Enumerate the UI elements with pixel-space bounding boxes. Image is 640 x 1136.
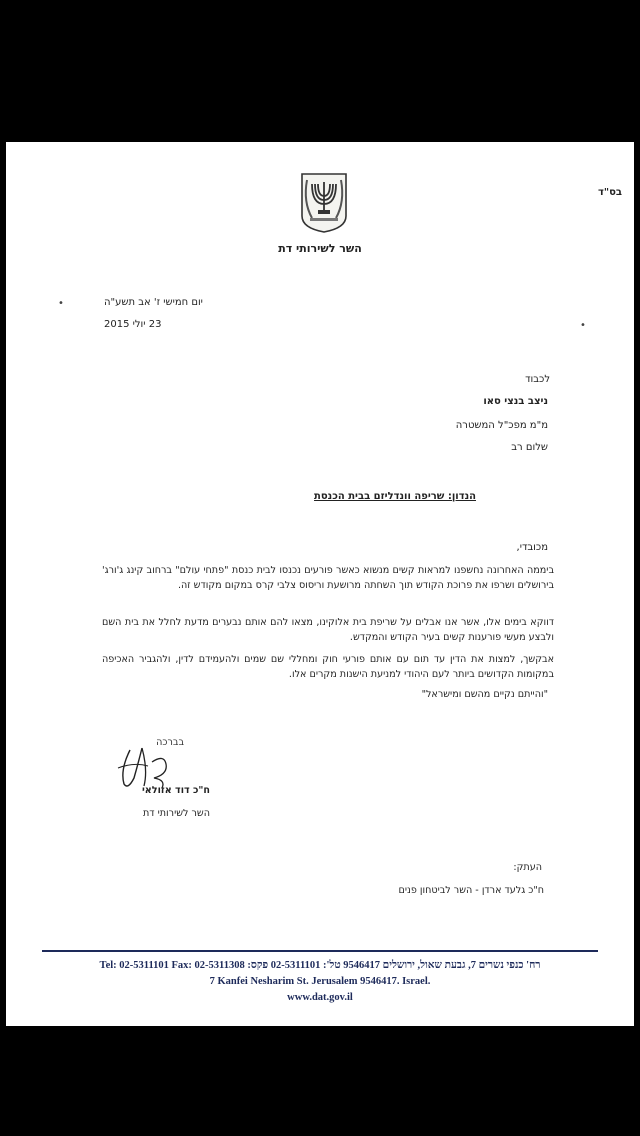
salutation: מכובדי, [516, 542, 548, 553]
date-hebrew: יום חמישי ז' אב תשע"ה [104, 297, 203, 308]
recipient-name: ניצב בנצי סאו [483, 396, 548, 407]
footer-divider [42, 950, 598, 952]
subject-line: הנדון: שריפה וונדליזם בבית הכנסת [314, 491, 476, 502]
margin-dot: • [58, 298, 64, 309]
ministry-title: השר לשירותי דת [278, 242, 362, 255]
closing-blessing: בברכה [156, 737, 184, 748]
menorah-emblem-icon [298, 172, 350, 234]
footer-hebrew-address: רח' כנפי נשרים 7, גבעת שאול, ירושלים 9546417 טל': 02-5311101 פקס: 02-5311308 :Tel: 02-5311101 Fax [99, 960, 541, 971]
body-paragraph: ביממה האחרונה נחשפנו למראות קשים מנשוא כאשר פורעים נכנסו לבית כנסת "פתחי עולם" ברחוב קינג ג'ורג' בירושלים ושרפו את פרוכת הקודש תוך השחתה מרושעת וריסוס צלבי קרס במקום מקודש זה. [102, 565, 554, 591]
body-paragraph: דווקא בימים אלו, אשר אנו אבלים על שריפת בית אלוקינו, מצאו להם אותם נבערים מדעת לחלל את בית השם ולבצע מעשי פורענות קשים בעיר הקודש והמקדש. [102, 617, 554, 643]
cc-label: העתק: [513, 862, 542, 873]
bsd-mark: בס"ד [598, 187, 622, 198]
greeting: שלום רב [511, 442, 548, 453]
closing-quote: "והייתם נקיים מהשם ומישראל" [421, 689, 548, 700]
footer-website[interactable]: www.dat.gov.il [287, 992, 353, 1003]
cc-recipient: ח"כ גלעד ארדן - השר לביטחון פנים [398, 885, 544, 896]
to-label: לכבוד [525, 374, 550, 385]
letter-page [6, 142, 634, 1026]
recipient-role: מ"מ מפכ"ל המשטרה [455, 420, 548, 431]
date-gregorian: 23 יולי 2015 [104, 319, 162, 330]
body-paragraph: אבקשך, למצות את הדין עד תום עם אותם פורעי חוק ומחללי שם שמים ולהעמידם לדין, ולהגביר האכיפה במקומות הקדושים ביותר לעם היהודי למניעת הישנות מקרים אלו. [102, 654, 554, 680]
signer-name: ח"כ דוד אזולאי [141, 785, 210, 796]
footer-english-address: 7 Kanfei Nesharim St. Jerusalem 9546417. Israel. [209, 976, 431, 987]
signer-title: השר לשירותי דת [143, 808, 210, 819]
margin-dot: • [580, 320, 586, 331]
